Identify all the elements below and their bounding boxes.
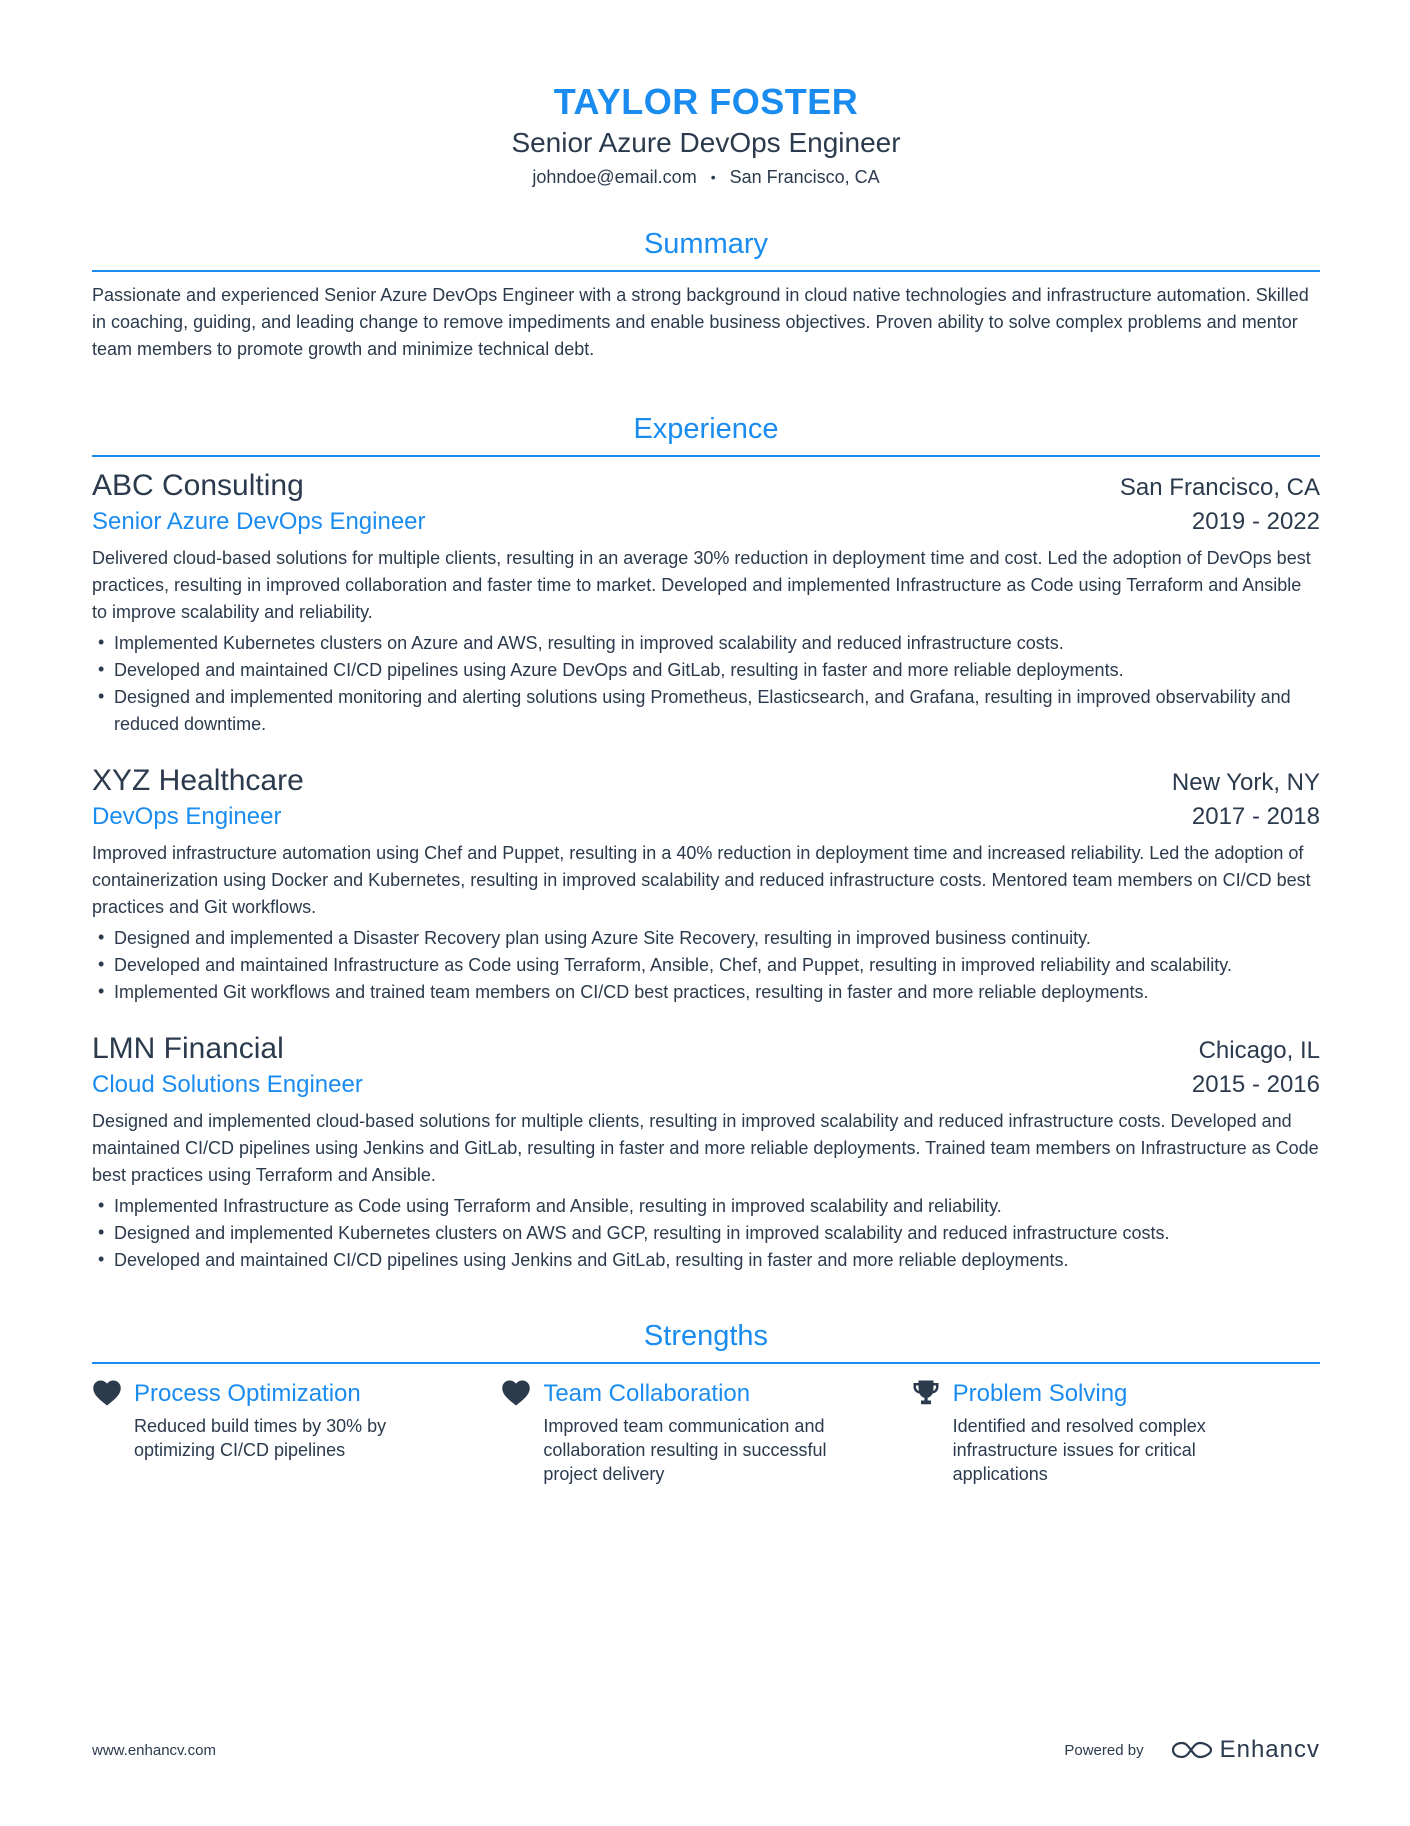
resume-page xyxy=(92,80,1320,1486)
contact-line xyxy=(92,164,1320,190)
job-bullet: • Implemented Infrastructure as Code using Terraform and Ansible, resulting in improved scalability and reliability. xyxy=(92,1193,1320,1220)
job-company: XYZ Healthcare xyxy=(92,764,304,797)
candidate-role: Senior Azure DevOps Engineer xyxy=(511,127,901,158)
enhancv-brand-name: Enhancv xyxy=(1219,1736,1320,1763)
contact-location: San Francisco, CA xyxy=(729,167,880,187)
job-company: ABC Consulting xyxy=(92,469,304,502)
summary-text: Passionate and experienced Senior Azure DevOps Engineer with a strong background in cloud native technologies and infrastructure automation. Skilled in coaching, guiding, and leading change to remove impediments and enable business objectives. Proven ability to solve complex problems and mentor team members to promote growth and minimize technical debt. xyxy=(92,285,1309,359)
job-bullet: • Designed and implemented monitoring and alerting solutions using Prometheus, Elasticsearch, and Grafana, resulting in improved observability and reduced downtime. xyxy=(92,684,1320,738)
job-position: DevOps Engineer xyxy=(92,803,282,830)
job-bullet: • Developed and maintained CI/CD pipelines using Jenkins and GitLab, resulting in faster and more reliable deployments. xyxy=(92,1247,1320,1274)
heart-icon xyxy=(92,1379,124,1409)
footer-website-link[interactable]: www.enhancv.com xyxy=(92,1741,216,1759)
job-dates: 2019 - 2022 xyxy=(1191,508,1320,535)
job-bullets xyxy=(92,925,1320,1006)
resume-header xyxy=(92,80,1320,190)
strength-text: Reduced build times by 30% by optimizing CI/CD pipelines xyxy=(134,1416,387,1460)
job-dates: 2017 - 2018 xyxy=(1191,803,1320,830)
strength-title: Process Optimization xyxy=(134,1380,361,1407)
job-bullet: • Implemented Kubernetes clusters on Azure and AWS, resulting in improved scalability and reduced infrastructure costs. xyxy=(92,630,1320,657)
job-bullet: • Designed and implemented Kubernetes clusters on AWS and GCP, resulting in improved scalability and reduced infrastructure costs. xyxy=(92,1220,1320,1247)
job-entry xyxy=(92,762,1320,1006)
candidate-name: TAYLOR FOSTER xyxy=(553,81,859,122)
job-bullets xyxy=(92,1193,1320,1274)
job-entry xyxy=(92,467,1320,738)
job-dates: 2015 - 2016 xyxy=(1191,1071,1320,1098)
job-bullets xyxy=(92,630,1320,738)
job-bullet: • Developed and maintained Infrastructure as Code using Terraform, Ansible, Chef, and Puppet, resulting in improved reliability and scalability. xyxy=(92,952,1320,979)
job-location: Chicago, IL xyxy=(1198,1037,1320,1064)
job-bullet: • Designed and implemented a Disaster Recovery plan using Azure Site Recovery, resulting in improved business continuity. xyxy=(92,925,1320,952)
job-description: Delivered cloud-based solutions for multiple clients, resulting in an average 30% reduction in deployment time and cost. Led the adoption of DevOps best practices, resulting in improved collaboration and faster time to market. Developed and implemented Infrastructure as Code using Terraform and Ansible to improve scalability and reliability. xyxy=(92,548,1311,622)
strengths-heading: Strengths xyxy=(92,1316,1320,1364)
strength-item xyxy=(911,1378,1320,1486)
strength-item xyxy=(501,1378,910,1486)
strength-text: Identified and resolved complex infrastructure issues for critical applications xyxy=(952,1416,1206,1484)
footer-branding xyxy=(1064,1736,1320,1764)
strength-title: Problem Solving xyxy=(952,1380,1128,1407)
job-location: New York, NY xyxy=(1171,769,1320,796)
enhancv-logo[interactable] xyxy=(1170,1736,1320,1764)
page-footer xyxy=(92,1736,1320,1764)
heart-icon xyxy=(501,1379,533,1409)
strength-item xyxy=(92,1378,501,1486)
job-position: Cloud Solutions Engineer xyxy=(92,1071,363,1098)
job-location: San Francisco, CA xyxy=(1119,474,1320,501)
summary-heading: Summary xyxy=(92,224,1320,272)
email-link[interactable]: johndoe@email.com xyxy=(532,167,697,187)
job-bullet: • Implemented Git workflows and trained team members on CI/CD best practices, resulting in faster and more reliable deployments. xyxy=(92,979,1320,1006)
enhancv-logo-icon xyxy=(1170,1739,1214,1761)
powered-by-label: Powered by xyxy=(1064,1741,1144,1759)
job-description: Designed and implemented cloud-based solutions for multiple clients, resulting in improved scalability and reduced infrastructure costs. Developed and maintained CI/CD pipelines using Jenkins and GitLab, resulting in faster and more reliable deployments. Trained team members on Infrastructure as Code best practices using Terraform and Ansible. xyxy=(92,1111,1319,1185)
job-bullet: • Developed and maintained CI/CD pipelines using Azure DevOps and GitLab, resulting in faster and more reliable deployments. xyxy=(92,657,1320,684)
strengths-list xyxy=(92,1378,1320,1486)
trophy-icon xyxy=(911,1379,943,1409)
job-entry xyxy=(92,1030,1320,1274)
experience-heading: Experience xyxy=(92,409,1320,457)
job-description: Improved infrastructure automation using Chef and Puppet, resulting in a 40% reduction in deployment time and increased reliability. Led the adoption of containerization using Docker and Kubernetes, resulting in improved scalability and reduced infrastructure costs. Mentored team members on CI/CD best practices and Git workflows. xyxy=(92,843,1311,917)
job-company: LMN Financial xyxy=(92,1032,284,1065)
contact-separator: • xyxy=(710,169,716,185)
job-position: Senior Azure DevOps Engineer xyxy=(92,508,426,535)
strength-text: Improved team communication and collaboration resulting in successful project delivery xyxy=(543,1416,827,1484)
strength-title: Team Collaboration xyxy=(543,1380,751,1407)
